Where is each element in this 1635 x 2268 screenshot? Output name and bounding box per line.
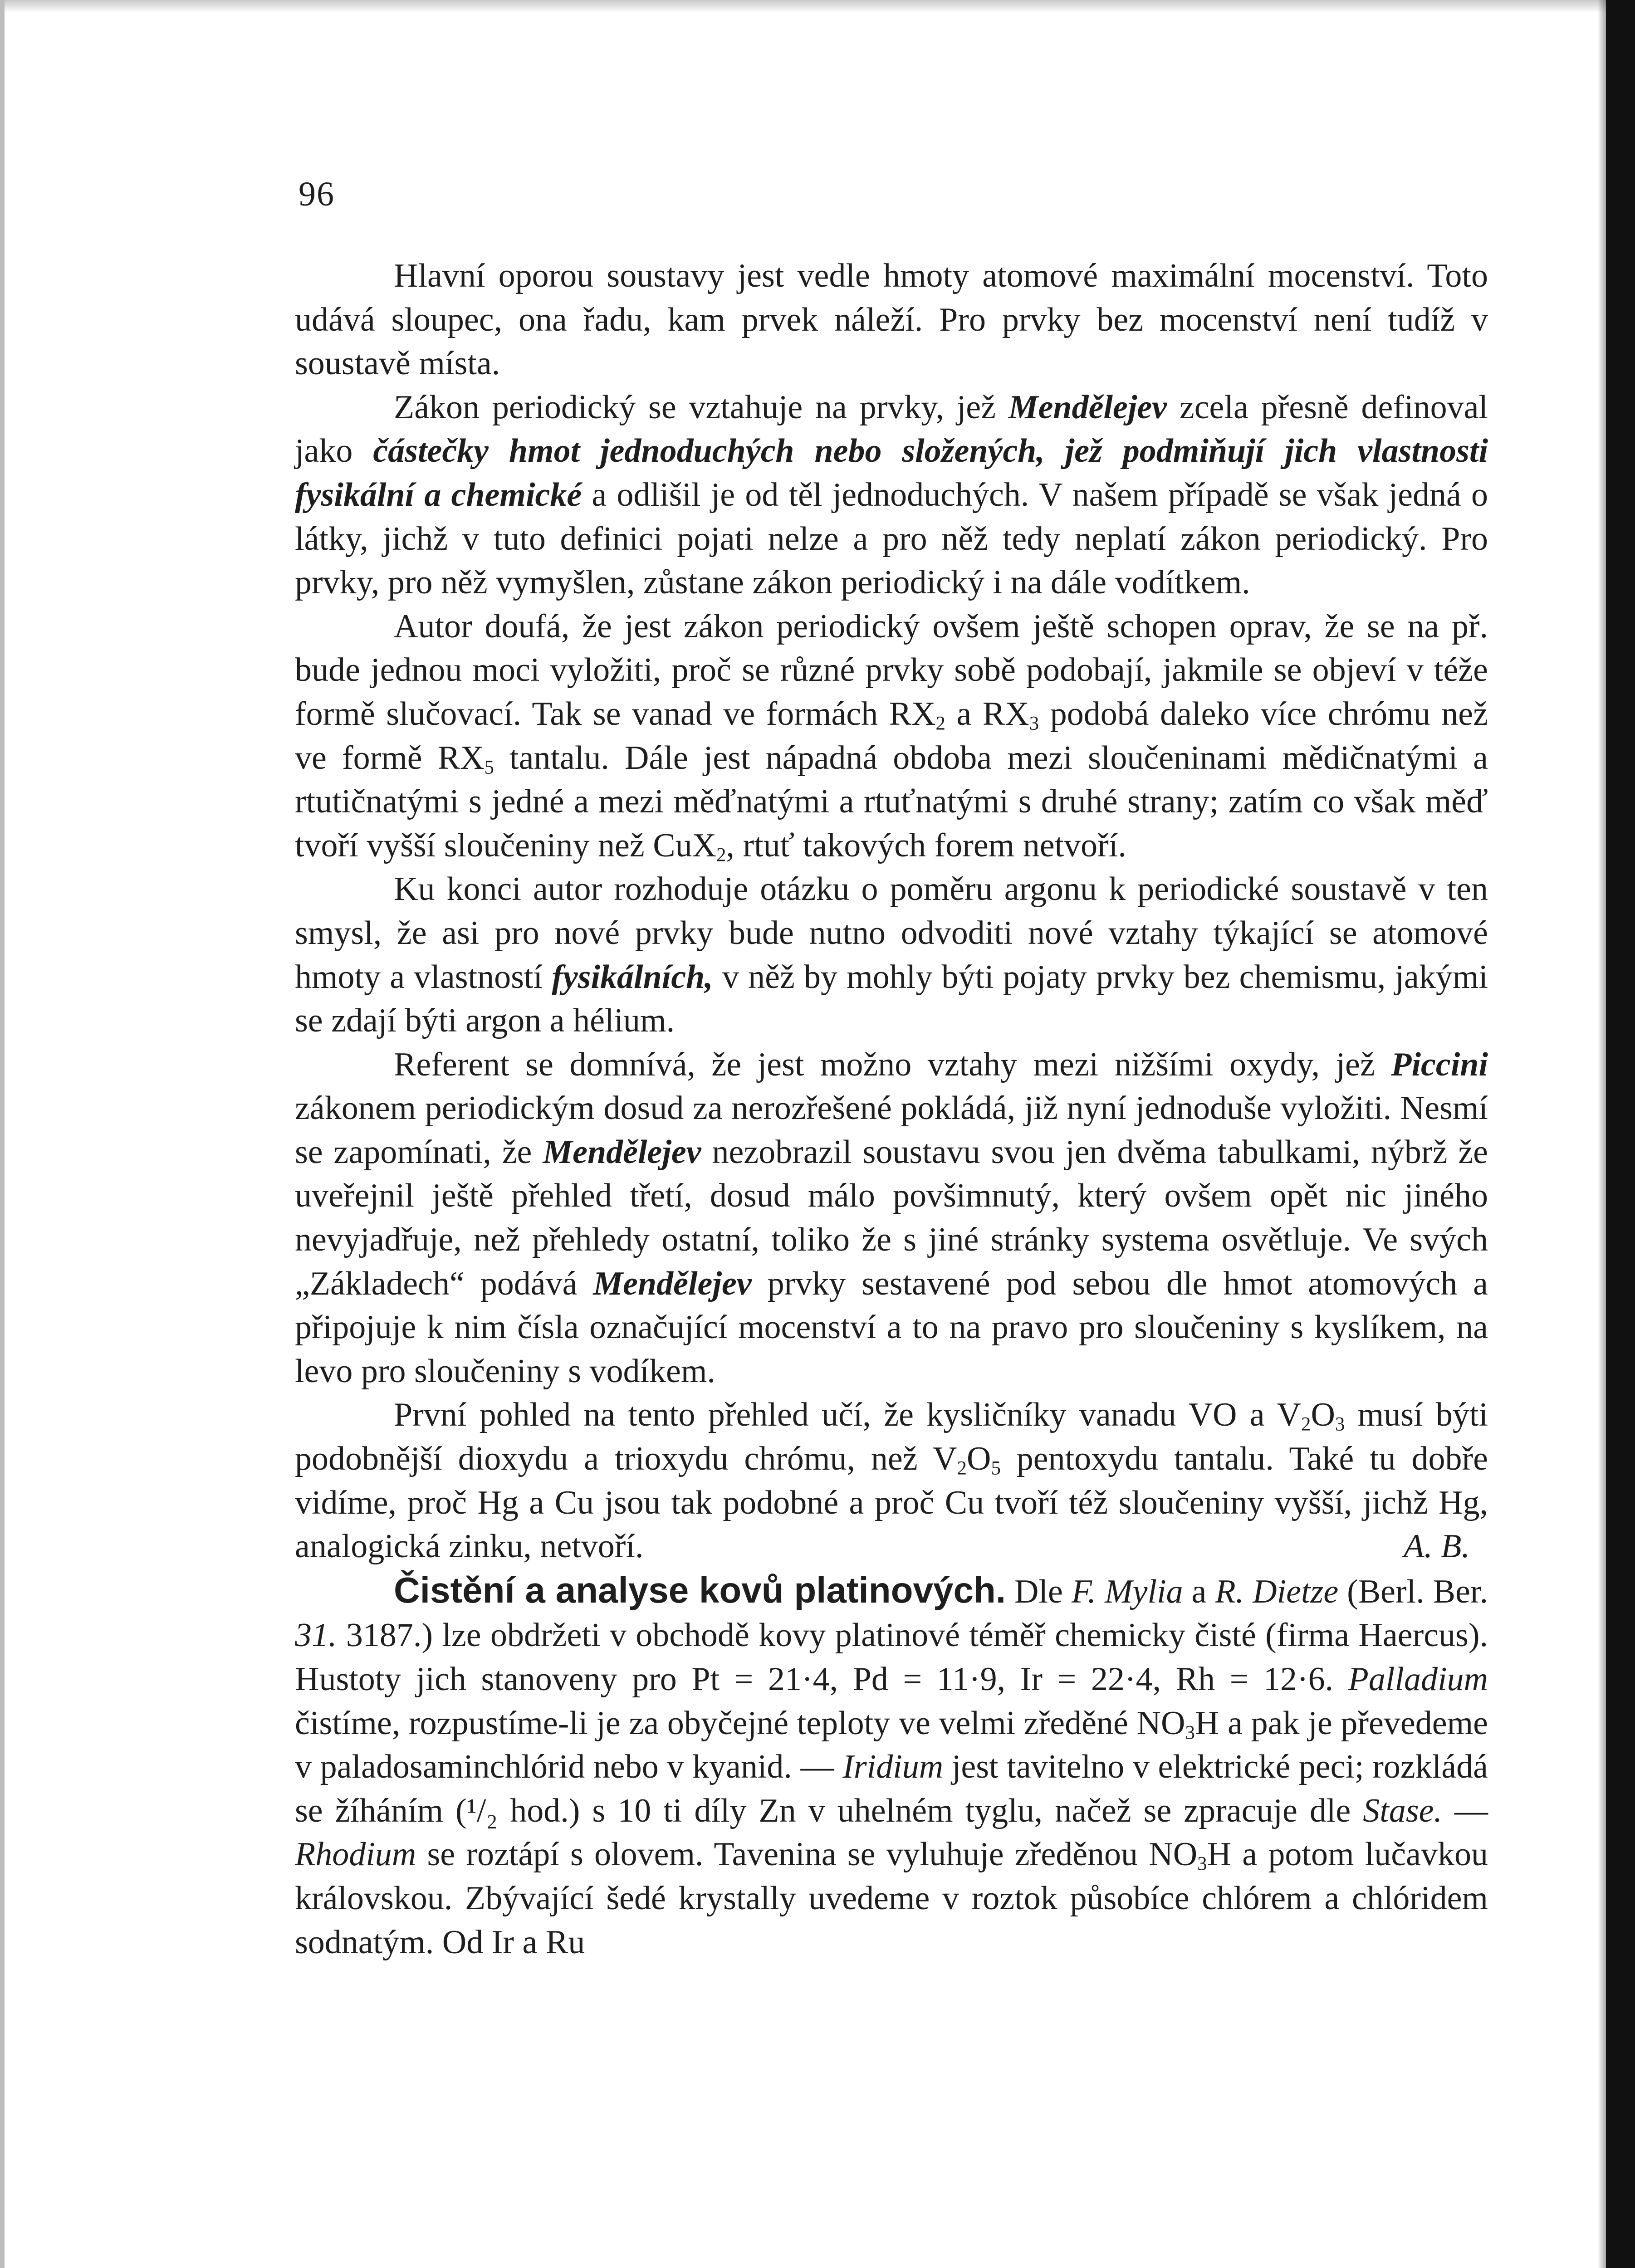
scan-right-edge — [1606, 0, 1635, 2268]
paragraph: Autor doufá, že jest zákon periodický ovšem ještě schopen oprav, že se na př. bude jednou moci vyložiti, proč se různé prvky sobě podobají, jakmile se objeví v téže formě slučovací. Tak se vanad ve formách $RX_2$ a $RX_3$ podobá daleko více chrómu než ve formě $RX_5$ tantalu. Dále jest nápadná obdoba mezi sloučeninami mědičnatými a rtutičnatými s jedné a mezi měďnatými a rtuťnatými s druhé strany; zatím co však měď tvoří vyšší sloučeniny než CuX$_2$, rtuť takových forem netvoří. — [295, 607, 1488, 866]
author-name: Mendělejev — [593, 1265, 752, 1302]
formula: $RX_2$ — [889, 695, 945, 734]
formula: $RX_5$ — [437, 739, 494, 778]
scan-top-edge — [0, 0, 1635, 13]
paragraph: Hlavní oporou soustavy jest vedle hmoty atomové maximální mocenství. Toto udává sloupec, ona řadu, kam prvek náleží. Pro prvky bez mocenství není tudíž v soustavě místa. — [295, 257, 1488, 382]
formula: CuX$_2$ — [653, 826, 726, 866]
section-title: Čistění a analyse kovů platinových. — [394, 1569, 1006, 1610]
author-name: Mendělejev — [543, 1133, 701, 1171]
volume-number: 31. — [295, 1617, 337, 1654]
formula: $RX_3$ — [982, 695, 1039, 734]
author-name: Mendělejev — [1008, 388, 1167, 426]
paragraph: Čistění a analyse kovů platinových. Dle F. Mylia a R. Dietze (Berl. Ber. 31. 3187.) lze obdržeti v obchodě kovy platinové téměř chemicky čisté (firma Haercus). Hustoty jich stanoveny pro Pt = 21·4, Pd = 11·9, Ir = 22·4, Rh = 12·6. Palladium čistíme, rozpustíme-li je za obyčejné teploty ve velmi zředěné $NO_3H$ a pak je převedeme v paladosaminchlórid nebo v kyanid. — Iridium jest tavitelno v elektrické peci; rozkládá se žíháním (¹/₂ hod.) s 10 ti díly Zn v uhelném tyglu, načež se zpracuje dle Stase. — Rhodium se roztápí s olovem. Tavenina se vyluhuje zředěnou $NO_3H$ a potom lučavkou královskou. Zbývající šedé krystally uvedeme v roztok působíce chlórem a chlóridem sodnatým. Od Ir a Ru — [295, 1569, 1488, 1961]
paragraph: Zákon periodický se vztahuje na prvky, jež Mendělejev zcela přesně definoval jako částečky hmot jednoduchých nebo složených, jež podmiňují jich vlastnosti fysikální a chemické a odlišil je od těl jednoduchých. V našem případě se však jedná o látky, jichž v tuto definici pojati nelze a pro něž tedy neplatí zákon periodický. Pro prvky, pro něž vymyšlen, zůstane zákon periodický i na dále vodítkem. — [295, 388, 1488, 601]
author-name: Stase. — [1363, 1792, 1442, 1829]
signature: A. B. — [1404, 1528, 1470, 1565]
author-name: F. Mylia — [1071, 1573, 1183, 1610]
element-name: Rhodium — [295, 1836, 416, 1873]
emphasis-text: částečky hmot jednoduchých nebo složených, jež podmiňují jich vlastnosti fysikální a chemické — [295, 432, 1488, 513]
page-number: 96 — [299, 175, 335, 213]
paragraph: Ku konci autor rozhoduje otázku o poměru argonu k periodické soustavě v ten smysl, že asi pro nové prvky bude nutno odvoditi nové vztahy týkající se atomové hmoty a vlastností fysikálních, v něž by mohly býti pojaty prvky bez chemismu, jakými se zdají býti argon a hélium. — [295, 870, 1488, 1040]
element-name: Palladium — [1348, 1661, 1488, 1698]
emphasis-text: fysikálních, — [552, 958, 713, 996]
author-name: Piccini — [1391, 1046, 1488, 1083]
element-name: Iridium — [842, 1748, 944, 1786]
paragraph: Referent se domnívá, že jest možno vztahy mezi nižšími oxydy, jež Piccini zákonem periodickým dosud za nerozřešené pokládá, již nyní jednoduše vyložiti. Nesmí se zapomínati, že Mendělejev nezobrazil soustavu svou jen dvěma tabulkami, nýbrž že uveřejnil ještě přehled třetí, dosud málo povšimnutý, který ovšem opět nic jiného nevyjadřuje, než přehledy ostatní, toliko že s jiné stránky systema osvětluje. Ve svých „Základech“ podává Mendělejev prvky sestavené pod sebou dle hmot atomových a připojuje k nim čísla označující mocenství a to na pravo pro sloučeniny s kyslíkem, na levo pro sloučeniny s vodíkem. — [295, 1046, 1488, 1390]
author-name: R. Dietze — [1215, 1573, 1339, 1610]
page-body — [295, 254, 1488, 1964]
paragraph: První pohled na tento přehled učí, že kysličníky vanadu VO a $V_2O_3$ musí býti podobnější dioxydu a trioxydu chrómu, než $V_2O_5$ pentoxydu tantalu. Také tu dobře vidíme, proč Hg a Cu jsou tak podobné a proč Cu tvoří též sloučeniny vyšší, jichž Hg, analogická zinku, netvoří. A. B. — [295, 1393, 1488, 1568]
scan-left-edge — [0, 0, 5, 2268]
